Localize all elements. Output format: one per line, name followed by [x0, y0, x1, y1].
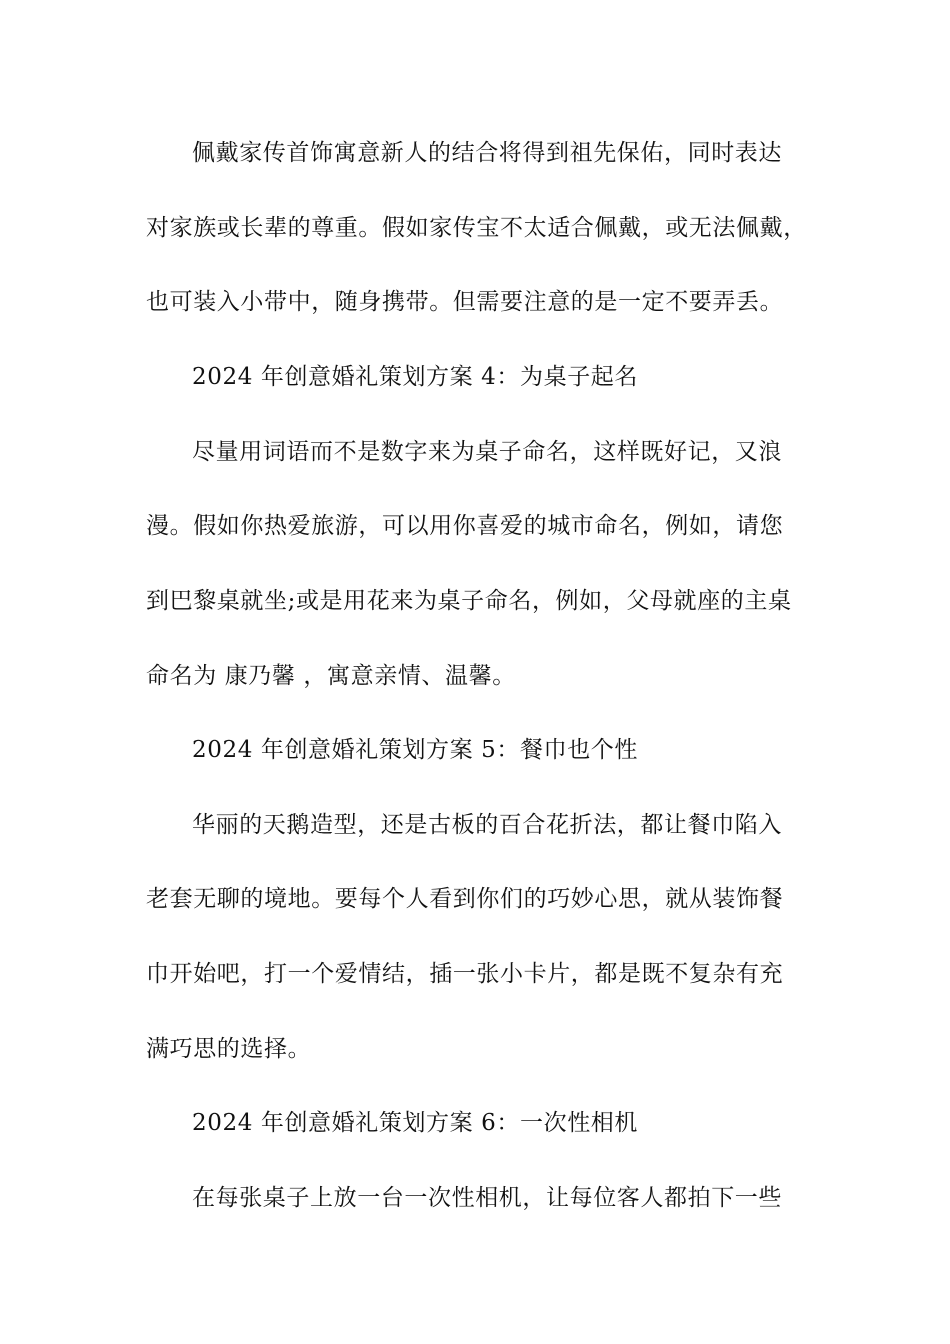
paragraph-line: 到巴黎桌就坐;或是用花来为桌子命名，例如，父母就座的主桌: [146, 588, 792, 614]
paragraph-line: 在每张桌子上放一台一次性相机，让每位客人都拍下一些: [192, 1185, 782, 1211]
paragraph-line: 也可装入小带中，随身携带。但需要注意的是一定不要弄丢。: [146, 289, 784, 315]
section-heading: 2024 年创意婚礼策划方案 6：一次性相机: [192, 1110, 638, 1136]
paragraph-line: 巾开始吧，打一个爱情结，插一张小卡片，都是既不复杂有充: [146, 961, 784, 987]
paragraph-line: 佩戴家传首饰寓意新人的结合将得到祖先保佑，同时表达: [192, 140, 782, 166]
section-heading: 2024 年创意婚礼策划方案 4：为桌子起名: [192, 364, 638, 390]
paragraph-line: 命名为 康乃馨 ，寓意亲情、温馨。: [146, 663, 516, 689]
paragraph-line: 满巧思的选择。: [146, 1036, 312, 1062]
paragraph-line: 老套无聊的境地。要每个人看到你们的巧妙心思，就从装饰餐: [146, 886, 784, 912]
paragraph-line: 尽量用词语而不是数字来为桌子命名，这样既好记，又浪: [192, 439, 782, 465]
section-heading: 2024 年创意婚礼策划方案 5：餐巾也个性: [192, 737, 638, 763]
paragraph-line: 对家族或长辈的尊重。假如家传宝不太适合佩戴，或无法佩戴，: [146, 215, 807, 241]
paragraph-line: 华丽的天鹅造型，还是古板的百合花折法，都让餐巾陷入: [192, 812, 782, 838]
paragraph-line: 漫。假如你热爱旅游，可以用你喜爱的城市命名，例如，请您: [146, 513, 784, 539]
